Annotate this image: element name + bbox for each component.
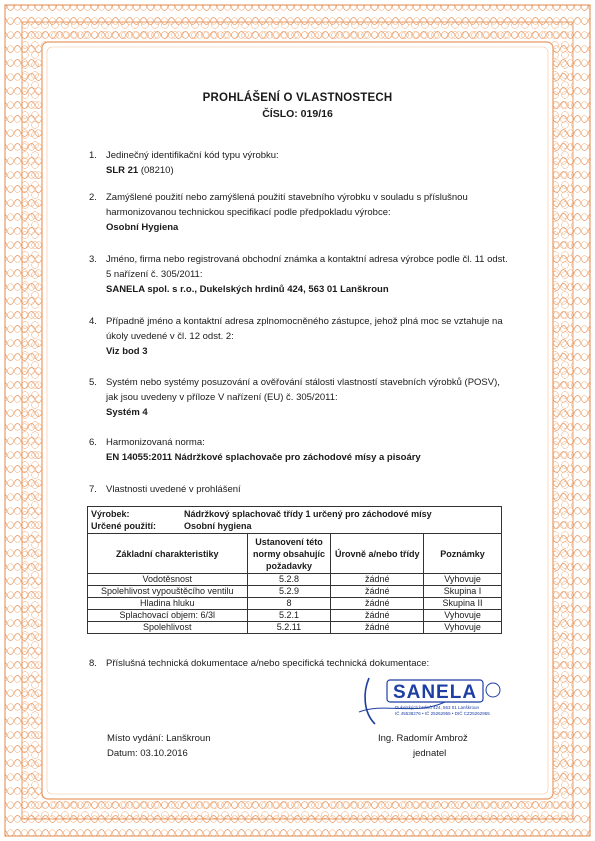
item-8 xyxy=(89,656,509,671)
column-header: Základní charakteristiky xyxy=(88,534,248,574)
stamp-line: IČ 45538276 • IČ 25262955 • DIČ CZ25262955 xyxy=(395,711,490,716)
company-stamp xyxy=(355,672,505,728)
item-5 xyxy=(89,375,509,420)
item-text: Zamýšlené použití nebo zamýšlená použití stavebního výrobku v souladu s příslušnou harmonizovanou technickou specifikací podle předpokladu výrobce: xyxy=(106,192,468,218)
table-cell: Hladina hluku xyxy=(88,598,248,610)
item-1 xyxy=(89,148,509,178)
use-value: Osobní hygiena xyxy=(184,521,252,531)
table-cell: Vyhovuje xyxy=(424,610,502,622)
characteristics-table xyxy=(87,533,502,634)
column-header: Poznámky xyxy=(424,534,502,574)
table-cell: žádné xyxy=(331,574,424,586)
table-cell: žádné xyxy=(331,622,424,634)
stamp-address xyxy=(395,705,505,717)
table-row xyxy=(88,622,502,634)
issue-place: Místo vydání: Lanškroun xyxy=(107,733,211,744)
table-cell: 5.2.1 xyxy=(247,610,331,622)
stamp-logo: SANELA xyxy=(392,682,478,703)
table-row xyxy=(88,598,502,610)
product-label: Výrobek: xyxy=(91,509,130,519)
item-value: SLR 21 xyxy=(106,165,139,176)
table-cell: Vyhovuje xyxy=(424,622,502,634)
item-value: SANELA spol. s r.o., Dukelských hrdinů 424, 563 01 Lanškroun xyxy=(106,284,389,295)
item-value: EN 14055:2011 Nádržkové splachovače pro záchodové mísy a pisoáry xyxy=(106,452,421,463)
item-text: Vlastnosti uvedené v prohlášení xyxy=(106,484,241,495)
table-cell: 5.2.9 xyxy=(247,586,331,598)
table-cell: Vodotěsnost xyxy=(88,574,248,586)
item-number: 8. xyxy=(89,658,97,669)
item-number: 4. xyxy=(89,316,97,327)
column-header: Úrovně a/nebo třídy xyxy=(331,534,424,574)
item-number: 2. xyxy=(89,192,97,203)
table-cell: Vyhovuje xyxy=(424,574,502,586)
table-row xyxy=(88,574,502,586)
table-row xyxy=(88,586,502,598)
product-value: Nádržkový splachovač třídy 1 určený pro záchodové mísy xyxy=(184,509,432,519)
table-cell: žádné xyxy=(331,610,424,622)
table-cell: žádné xyxy=(331,586,424,598)
item-number: 7. xyxy=(89,484,97,495)
item-number: 6. xyxy=(89,437,97,448)
item-value: Osobní Hygiena xyxy=(106,222,179,233)
table-cell: Skupina II xyxy=(424,598,502,610)
document-number: ČÍSLO: 019/16 xyxy=(262,108,333,120)
table-cell: 5.2.8 xyxy=(247,574,331,586)
item-value: Viz bod 3 xyxy=(106,346,148,357)
table-cell: 8 xyxy=(247,598,331,610)
item-text: Příslušná technická dokumentace a/nebo specifická technická dokumentace: xyxy=(106,658,430,669)
stamp-line: Dukelských hrdinů 424, 563 01 Lanškroun xyxy=(395,705,480,710)
signer-role: jednatel xyxy=(413,748,447,759)
issue-date: Datum: 03.10.2016 xyxy=(107,748,188,759)
item-text: Jedinečný identifikační kód typu výrobku: xyxy=(106,150,279,161)
signature-stroke xyxy=(365,678,375,724)
item-2 xyxy=(89,190,509,235)
item-6 xyxy=(89,435,509,465)
table-product-header xyxy=(87,506,502,533)
properties-table xyxy=(87,506,502,634)
table-cell: Spolehlivost vypouštěcího ventilu xyxy=(88,586,248,598)
table-cell: 5.2.11 xyxy=(247,622,331,634)
table-header-row xyxy=(88,534,502,574)
table-cell: Splachovací objem: 6/3l xyxy=(88,610,248,622)
signer-name: Ing. Radomír Ambrož xyxy=(378,733,468,744)
item-text: Případně jméno a kontaktní adresa zplnomocněného zástupce, jehož plná moc se vztahuje na úkoly uvedené v čl. 12 odst. 2: xyxy=(106,316,503,342)
item-4 xyxy=(89,314,509,359)
item-number: 1. xyxy=(89,150,97,161)
item-value-code: (08210) xyxy=(138,165,174,176)
document-title: PROHLÁŠENÍ O VLASTNOSTECH xyxy=(202,92,393,104)
stamp-seal-icon xyxy=(486,683,500,697)
column-header: Ustanovení této normy obsahujíc požadavky xyxy=(247,534,331,574)
item-text: Systém nebo systémy posuzování a ověřování stálosti vlastností stavebních výrobků (POSV), jak jsou uvedeny v příloze V nařízení (EU) č. 305/2011: xyxy=(106,377,500,403)
use-label: Určené použití: xyxy=(91,521,157,531)
item-number: 3. xyxy=(89,254,97,265)
table-cell: žádné xyxy=(331,598,424,610)
table-row xyxy=(88,610,502,622)
table-cell: Spolehlivost xyxy=(88,622,248,634)
item-7 xyxy=(89,482,509,497)
item-number: 5. xyxy=(89,377,97,388)
item-3 xyxy=(89,252,509,297)
item-text: Jméno, firma nebo registrovaná obchodní známka a kontaktní adresa výrobce podle čl. 11 odst. 5 nařízení č. 305/2011: xyxy=(106,254,508,280)
table-cell: Skupina I xyxy=(424,586,502,598)
item-value: Systém 4 xyxy=(106,407,148,418)
item-text: Harmonizovaná norma: xyxy=(106,437,205,448)
